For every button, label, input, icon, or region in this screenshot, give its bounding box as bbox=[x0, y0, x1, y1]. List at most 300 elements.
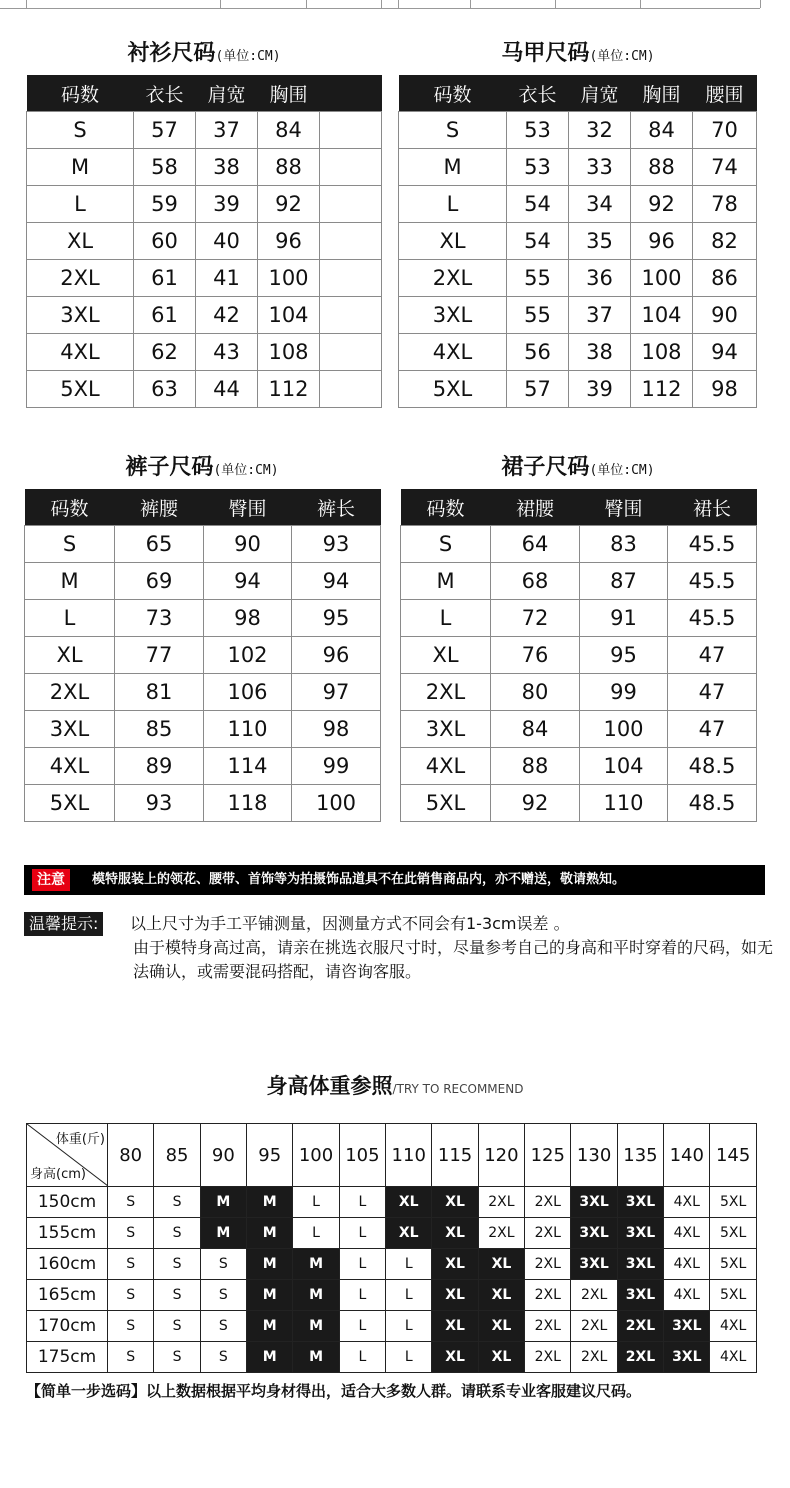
measurement-cell: 61 bbox=[134, 260, 196, 297]
size-label-cell: 5XL bbox=[399, 371, 507, 408]
tip-label: 温馨提示: bbox=[24, 912, 103, 936]
weight-header-cell: 80 bbox=[108, 1124, 154, 1187]
pants-column-header: 裤腰 bbox=[115, 489, 204, 526]
vest-column-header: 肩宽 bbox=[569, 75, 631, 112]
measurement-cell: 90 bbox=[204, 526, 292, 563]
notice-tag: 注意 bbox=[32, 869, 70, 891]
weight-header-cell: 130 bbox=[571, 1124, 617, 1187]
recommended-size-cell: M bbox=[200, 1218, 246, 1249]
measurement-cell: 104 bbox=[580, 748, 668, 785]
measurement-cell: 37 bbox=[569, 297, 631, 334]
weight-header-cell: 85 bbox=[154, 1124, 200, 1187]
shirt-column-header: 胸围 bbox=[258, 75, 320, 112]
height-label-cell: 165cm bbox=[27, 1280, 108, 1311]
skirt-column-header: 裙腰 bbox=[491, 489, 580, 526]
measurement-cell: 90 bbox=[693, 297, 757, 334]
measurement-cell: 78 bbox=[693, 186, 757, 223]
recommended-size-cell: L bbox=[293, 1218, 339, 1249]
table-row bbox=[401, 600, 757, 637]
size-label-cell: 2XL bbox=[27, 260, 134, 297]
measurement-cell: 45.5 bbox=[668, 526, 757, 563]
recommended-size-cell: S bbox=[108, 1342, 154, 1373]
measurement-cell: 64 bbox=[491, 526, 580, 563]
weight-header-cell: 100 bbox=[293, 1124, 339, 1187]
recommended-size-cell: S bbox=[154, 1187, 200, 1218]
table-row bbox=[401, 748, 757, 785]
size-label-cell: XL bbox=[399, 223, 507, 260]
skirt-size-table bbox=[400, 489, 757, 822]
skirt-title-main: 裙子尺码 bbox=[501, 455, 590, 480]
recommended-size-cell: 5XL bbox=[710, 1249, 756, 1280]
weight-header-cell: 145 bbox=[710, 1124, 756, 1187]
recommended-size-cell: 4XL bbox=[664, 1187, 710, 1218]
vest-column-header: 码数 bbox=[399, 75, 507, 112]
size-label-cell: M bbox=[399, 149, 507, 186]
measurement-cell bbox=[320, 112, 382, 149]
recommended-size-cell: M bbox=[247, 1249, 293, 1280]
recommended-size-cell: 3XL bbox=[617, 1280, 663, 1311]
corner-cell bbox=[27, 1124, 108, 1187]
size-label-cell: 2XL bbox=[399, 260, 507, 297]
recommended-size-cell: M bbox=[247, 1342, 293, 1373]
measurement-cell: 94 bbox=[204, 563, 292, 600]
skirt-column-header: 臀围 bbox=[580, 489, 668, 526]
measurement-cell: 104 bbox=[631, 297, 693, 334]
size-label-cell: XL bbox=[401, 637, 491, 674]
measurement-cell: 94 bbox=[292, 563, 381, 600]
skirt-column-header: 码数 bbox=[401, 489, 491, 526]
size-label-cell: L bbox=[25, 600, 115, 637]
measurement-cell: 104 bbox=[258, 297, 320, 334]
recommended-size-cell: XL bbox=[432, 1311, 478, 1342]
recommended-size-cell: M bbox=[293, 1342, 339, 1373]
table-row bbox=[399, 371, 757, 408]
recommended-size-cell: 4XL bbox=[664, 1218, 710, 1249]
table-row bbox=[27, 334, 382, 371]
recommended-size-cell: 2XL bbox=[478, 1187, 524, 1218]
measurement-cell: 57 bbox=[507, 371, 569, 408]
measurement-cell: 48.5 bbox=[668, 785, 757, 822]
reference-title-sub: /TRY TO RECOMMEND bbox=[392, 1082, 524, 1096]
measurement-cell: 58 bbox=[134, 149, 196, 186]
vest-size-table bbox=[398, 75, 757, 408]
measurement-cell: 98 bbox=[204, 600, 292, 637]
recommended-size-cell: M bbox=[247, 1280, 293, 1311]
measurement-cell bbox=[320, 334, 382, 371]
recommended-size-cell: 4XL bbox=[710, 1342, 756, 1373]
pants-size-table bbox=[24, 489, 381, 822]
size-label-cell: S bbox=[399, 112, 507, 149]
measurement-cell: 100 bbox=[258, 260, 320, 297]
measurement-cell: 48.5 bbox=[668, 748, 757, 785]
measurement-cell bbox=[320, 223, 382, 260]
footnote: 【简单一步选码】以上数据根据平均身材得出，适合大多数人群。请联系专业客服建议尺码。 bbox=[26, 1382, 642, 1400]
table-row bbox=[27, 223, 382, 260]
size-label-cell: M bbox=[25, 563, 115, 600]
measurement-cell: 110 bbox=[204, 711, 292, 748]
table-row bbox=[399, 112, 757, 149]
size-label-cell: 3XL bbox=[399, 297, 507, 334]
table-row bbox=[25, 711, 381, 748]
recommended-size-cell: 2XL bbox=[525, 1187, 571, 1218]
recommended-size-cell: XL bbox=[478, 1311, 524, 1342]
skirt-header-row bbox=[401, 489, 757, 526]
measurement-cell: 45.5 bbox=[668, 600, 757, 637]
measurement-cell: 112 bbox=[258, 371, 320, 408]
recommended-size-cell: L bbox=[339, 1342, 385, 1373]
recommended-size-cell: S bbox=[154, 1342, 200, 1373]
measurement-cell: 65 bbox=[115, 526, 204, 563]
recommended-size-cell: 3XL bbox=[571, 1218, 617, 1249]
measurement-cell: 42 bbox=[196, 297, 258, 334]
pants-title-unit: (单位:CM) bbox=[213, 463, 279, 478]
recommended-size-cell: S bbox=[154, 1311, 200, 1342]
measurement-cell: 98 bbox=[292, 711, 381, 748]
measurement-cell: 70 bbox=[693, 112, 757, 149]
measurement-cell bbox=[320, 260, 382, 297]
measurement-cell: 91 bbox=[580, 600, 668, 637]
size-label-cell: S bbox=[25, 526, 115, 563]
size-label-cell: 3XL bbox=[401, 711, 491, 748]
measurement-cell: 102 bbox=[204, 637, 292, 674]
recommended-size-cell: S bbox=[108, 1218, 154, 1249]
corner-weight-label: 体重(斤) bbox=[55, 1132, 105, 1147]
measurement-cell: 61 bbox=[134, 297, 196, 334]
measurement-cell: 92 bbox=[491, 785, 580, 822]
recommended-size-cell: S bbox=[200, 1311, 246, 1342]
tip-line-1: 以上尺寸为手工平铺测量，因测量方式不同会有1-3cm误差 。 bbox=[130, 914, 570, 933]
measurement-cell: 80 bbox=[491, 674, 580, 711]
recommended-size-cell: M bbox=[200, 1187, 246, 1218]
measurement-cell: 40 bbox=[196, 223, 258, 260]
recommended-size-cell: 3XL bbox=[664, 1311, 710, 1342]
measurement-cell: 84 bbox=[631, 112, 693, 149]
recommended-size-cell: XL bbox=[386, 1218, 432, 1249]
measurement-cell: 63 bbox=[134, 371, 196, 408]
recommended-size-cell: XL bbox=[432, 1187, 478, 1218]
table-row bbox=[401, 674, 757, 711]
measurement-cell: 86 bbox=[693, 260, 757, 297]
recommended-size-cell: 2XL bbox=[525, 1342, 571, 1373]
vest-header-row bbox=[399, 75, 757, 112]
measurement-cell: 39 bbox=[569, 371, 631, 408]
vest-column-header: 腰围 bbox=[693, 75, 757, 112]
top-table-edge bbox=[0, 0, 760, 9]
measurement-cell: 45.5 bbox=[668, 563, 757, 600]
table-row bbox=[25, 637, 381, 674]
measurement-cell: 55 bbox=[507, 260, 569, 297]
table-row bbox=[27, 1342, 757, 1373]
pants-title-main: 裤子尺码 bbox=[125, 455, 214, 480]
reference-title bbox=[0, 1070, 790, 1100]
recommended-size-cell: L bbox=[339, 1249, 385, 1280]
recommended-size-cell: L bbox=[386, 1342, 432, 1373]
measurement-cell: 106 bbox=[204, 674, 292, 711]
size-label-cell: M bbox=[401, 563, 491, 600]
recommended-size-cell: 2XL bbox=[571, 1342, 617, 1373]
table-row bbox=[25, 563, 381, 600]
measurement-cell: 33 bbox=[569, 149, 631, 186]
tip-line-2: 由于模特身高过高，请亲在挑选衣服尺寸时，尽量参考自己的身高和平时穿着的尺码，如无法确认，或需要混码搭配，请咨询客服。 bbox=[133, 938, 774, 981]
measurement-cell: 81 bbox=[115, 674, 204, 711]
measurement-cell: 100 bbox=[631, 260, 693, 297]
measurement-cell: 96 bbox=[631, 223, 693, 260]
skirt-title-unit: (单位:CM) bbox=[589, 463, 655, 478]
vest-title bbox=[398, 36, 758, 67]
recommended-size-cell: M bbox=[247, 1218, 293, 1249]
measurement-cell: 41 bbox=[196, 260, 258, 297]
measurement-cell: 35 bbox=[569, 223, 631, 260]
measurement-cell: 88 bbox=[631, 149, 693, 186]
recommended-size-cell: 3XL bbox=[617, 1249, 663, 1280]
measurement-cell: 114 bbox=[204, 748, 292, 785]
size-label-cell: L bbox=[399, 186, 507, 223]
size-label-cell: 5XL bbox=[27, 371, 134, 408]
recommended-size-cell: XL bbox=[386, 1187, 432, 1218]
measurement-cell: 36 bbox=[569, 260, 631, 297]
recommended-size-cell: XL bbox=[478, 1249, 524, 1280]
shirt-column-header: 衣长 bbox=[134, 75, 196, 112]
weight-header-cell: 120 bbox=[478, 1124, 524, 1187]
table-row bbox=[399, 223, 757, 260]
height-label-cell: 170cm bbox=[27, 1311, 108, 1342]
weight-header-cell: 110 bbox=[386, 1124, 432, 1187]
size-label-cell: L bbox=[27, 186, 134, 223]
measurement-cell: 89 bbox=[115, 748, 204, 785]
recommended-size-cell: XL bbox=[432, 1342, 478, 1373]
shirt-size-table bbox=[26, 75, 382, 408]
measurement-cell: 96 bbox=[258, 223, 320, 260]
measurement-cell: 88 bbox=[491, 748, 580, 785]
recommended-size-cell: 3XL bbox=[571, 1249, 617, 1280]
measurement-cell: 54 bbox=[507, 223, 569, 260]
recommended-size-cell: L bbox=[339, 1280, 385, 1311]
weight-header-row bbox=[27, 1124, 757, 1187]
recommended-size-cell: 4XL bbox=[664, 1249, 710, 1280]
size-label-cell: XL bbox=[25, 637, 115, 674]
table-row bbox=[25, 748, 381, 785]
recommended-size-cell: 5XL bbox=[710, 1280, 756, 1311]
table-row bbox=[25, 600, 381, 637]
measurement-cell: 84 bbox=[258, 112, 320, 149]
measurement-cell: 60 bbox=[134, 223, 196, 260]
shirt-header-row bbox=[27, 75, 382, 112]
table-row bbox=[27, 1249, 757, 1280]
table-row bbox=[27, 1311, 757, 1342]
weight-header-cell: 125 bbox=[525, 1124, 571, 1187]
measurement-cell: 43 bbox=[196, 334, 258, 371]
measurement-cell: 55 bbox=[507, 297, 569, 334]
size-label-cell: M bbox=[27, 149, 134, 186]
measurement-cell: 47 bbox=[668, 637, 757, 674]
pants-header-row bbox=[25, 489, 381, 526]
pants-column-header: 码数 bbox=[25, 489, 115, 526]
measurement-cell: 34 bbox=[569, 186, 631, 223]
measurement-cell: 72 bbox=[491, 600, 580, 637]
table-row bbox=[401, 785, 757, 822]
recommended-size-cell: 2XL bbox=[525, 1249, 571, 1280]
table-row bbox=[27, 371, 382, 408]
measurement-cell: 110 bbox=[580, 785, 668, 822]
size-label-cell: 5XL bbox=[25, 785, 115, 822]
measurement-cell bbox=[320, 371, 382, 408]
table-row bbox=[27, 1187, 757, 1218]
recommended-size-cell: XL bbox=[432, 1218, 478, 1249]
measurement-cell: 82 bbox=[693, 223, 757, 260]
measurement-cell: 118 bbox=[204, 785, 292, 822]
table-row bbox=[27, 186, 382, 223]
measurement-cell bbox=[320, 297, 382, 334]
height-label-cell: 175cm bbox=[27, 1342, 108, 1373]
recommended-size-cell: S bbox=[200, 1342, 246, 1373]
table-row bbox=[399, 186, 757, 223]
skirt-title bbox=[400, 450, 756, 481]
size-label-cell: 3XL bbox=[27, 297, 134, 334]
measurement-cell: 108 bbox=[631, 334, 693, 371]
weight-header-cell: 135 bbox=[617, 1124, 663, 1187]
measurement-cell: 97 bbox=[292, 674, 381, 711]
shirt-title bbox=[26, 36, 382, 67]
measurement-cell: 98 bbox=[693, 371, 757, 408]
weight-header-cell: 105 bbox=[339, 1124, 385, 1187]
pants-column-header: 臀围 bbox=[204, 489, 292, 526]
recommended-size-cell: S bbox=[154, 1218, 200, 1249]
measurement-cell: 38 bbox=[196, 149, 258, 186]
measurement-cell: 85 bbox=[115, 711, 204, 748]
size-label-cell: S bbox=[27, 112, 134, 149]
recommended-size-cell: S bbox=[108, 1280, 154, 1311]
measurement-cell: 74 bbox=[693, 149, 757, 186]
table-row bbox=[401, 526, 757, 563]
measurement-cell: 95 bbox=[292, 600, 381, 637]
table-row bbox=[27, 149, 382, 186]
measurement-cell: 38 bbox=[569, 334, 631, 371]
corner-height-label: 身高(cm) bbox=[30, 1167, 86, 1182]
table-row bbox=[25, 674, 381, 711]
table-row bbox=[399, 297, 757, 334]
recommended-size-cell: 2XL bbox=[478, 1218, 524, 1249]
size-label-cell: 5XL bbox=[401, 785, 491, 822]
recommended-size-cell: XL bbox=[432, 1249, 478, 1280]
measurement-cell: 47 bbox=[668, 711, 757, 748]
shirt-column-header: 码数 bbox=[27, 75, 134, 112]
skirt-column-header: 裙长 bbox=[668, 489, 757, 526]
measurement-cell: 93 bbox=[292, 526, 381, 563]
recommended-size-cell: S bbox=[108, 1187, 154, 1218]
measurement-cell: 47 bbox=[668, 674, 757, 711]
table-row bbox=[27, 297, 382, 334]
height-weight-table bbox=[26, 1123, 757, 1373]
measurement-cell: 88 bbox=[258, 149, 320, 186]
size-label-cell: S bbox=[401, 526, 491, 563]
measurement-cell: 77 bbox=[115, 637, 204, 674]
recommended-size-cell: S bbox=[108, 1311, 154, 1342]
recommended-size-cell: M bbox=[247, 1187, 293, 1218]
measurement-cell: 62 bbox=[134, 334, 196, 371]
measurement-cell: 37 bbox=[196, 112, 258, 149]
recommended-size-cell: S bbox=[200, 1280, 246, 1311]
recommended-size-cell: 2XL bbox=[617, 1342, 663, 1373]
vest-column-header: 胸围 bbox=[631, 75, 693, 112]
measurement-cell: 100 bbox=[292, 785, 381, 822]
reference-title-main: 身高体重参照 bbox=[266, 1074, 393, 1098]
size-label-cell: 3XL bbox=[25, 711, 115, 748]
weight-header-cell: 95 bbox=[247, 1124, 293, 1187]
recommended-size-cell: 2XL bbox=[525, 1218, 571, 1249]
vest-title-main: 马甲尺码 bbox=[501, 41, 590, 66]
table-row bbox=[401, 563, 757, 600]
pants-column-header: 裤长 bbox=[292, 489, 381, 526]
table-row bbox=[27, 260, 382, 297]
measurement-cell: 100 bbox=[580, 711, 668, 748]
shirt-title-unit: (单位:CM) bbox=[215, 49, 281, 64]
recommended-size-cell: 2XL bbox=[525, 1311, 571, 1342]
table-row bbox=[399, 260, 757, 297]
measurement-cell: 87 bbox=[580, 563, 668, 600]
recommended-size-cell: S bbox=[154, 1280, 200, 1311]
size-label-cell: 4XL bbox=[401, 748, 491, 785]
measurement-cell bbox=[320, 186, 382, 223]
measurement-cell: 54 bbox=[507, 186, 569, 223]
measurement-cell: 68 bbox=[491, 563, 580, 600]
measurement-cell: 93 bbox=[115, 785, 204, 822]
recommended-size-cell: M bbox=[293, 1311, 339, 1342]
recommended-size-cell: L bbox=[386, 1280, 432, 1311]
recommended-size-cell: 3XL bbox=[664, 1342, 710, 1373]
measurement-cell: 96 bbox=[292, 637, 381, 674]
recommended-size-cell: L bbox=[339, 1187, 385, 1218]
recommended-size-cell: 4XL bbox=[710, 1311, 756, 1342]
measurement-cell: 99 bbox=[292, 748, 381, 785]
height-label-cell: 155cm bbox=[27, 1218, 108, 1249]
measurement-cell: 76 bbox=[491, 637, 580, 674]
measurement-cell: 59 bbox=[134, 186, 196, 223]
measurement-cell: 94 bbox=[693, 334, 757, 371]
size-label-cell: XL bbox=[27, 223, 134, 260]
vest-title-unit: (单位:CM) bbox=[589, 49, 655, 64]
size-label-cell: 4XL bbox=[25, 748, 115, 785]
notice-text: 模特服装上的领花、腰带、首饰等为拍摄饰品道具不在此销售商品内，亦不赠送，敬请熟知。 bbox=[92, 872, 626, 887]
recommended-size-cell: S bbox=[154, 1249, 200, 1280]
notice-bar bbox=[24, 865, 765, 895]
recommended-size-cell: L bbox=[386, 1249, 432, 1280]
measurement-cell: 44 bbox=[196, 371, 258, 408]
measurement-cell: 99 bbox=[580, 674, 668, 711]
recommended-size-cell: L bbox=[339, 1311, 385, 1342]
recommended-size-cell: M bbox=[293, 1249, 339, 1280]
measurement-cell: 73 bbox=[115, 600, 204, 637]
recommended-size-cell: S bbox=[108, 1249, 154, 1280]
height-label-cell: 160cm bbox=[27, 1249, 108, 1280]
recommended-size-cell: M bbox=[293, 1280, 339, 1311]
size-label-cell: 4XL bbox=[399, 334, 507, 371]
measurement-cell: 84 bbox=[491, 711, 580, 748]
measurement-cell: 53 bbox=[507, 149, 569, 186]
recommended-size-cell: 2XL bbox=[571, 1280, 617, 1311]
table-row bbox=[399, 334, 757, 371]
size-label-cell: 2XL bbox=[25, 674, 115, 711]
recommended-size-cell: XL bbox=[432, 1280, 478, 1311]
size-label-cell: 2XL bbox=[401, 674, 491, 711]
weight-header-cell: 90 bbox=[200, 1124, 246, 1187]
table-row bbox=[25, 785, 381, 822]
measurement-cell: 83 bbox=[580, 526, 668, 563]
measurement-cell: 92 bbox=[631, 186, 693, 223]
recommended-size-cell: 5XL bbox=[710, 1218, 756, 1249]
recommended-size-cell: XL bbox=[478, 1342, 524, 1373]
size-label-cell: L bbox=[401, 600, 491, 637]
shirt-column-header: 肩宽 bbox=[196, 75, 258, 112]
